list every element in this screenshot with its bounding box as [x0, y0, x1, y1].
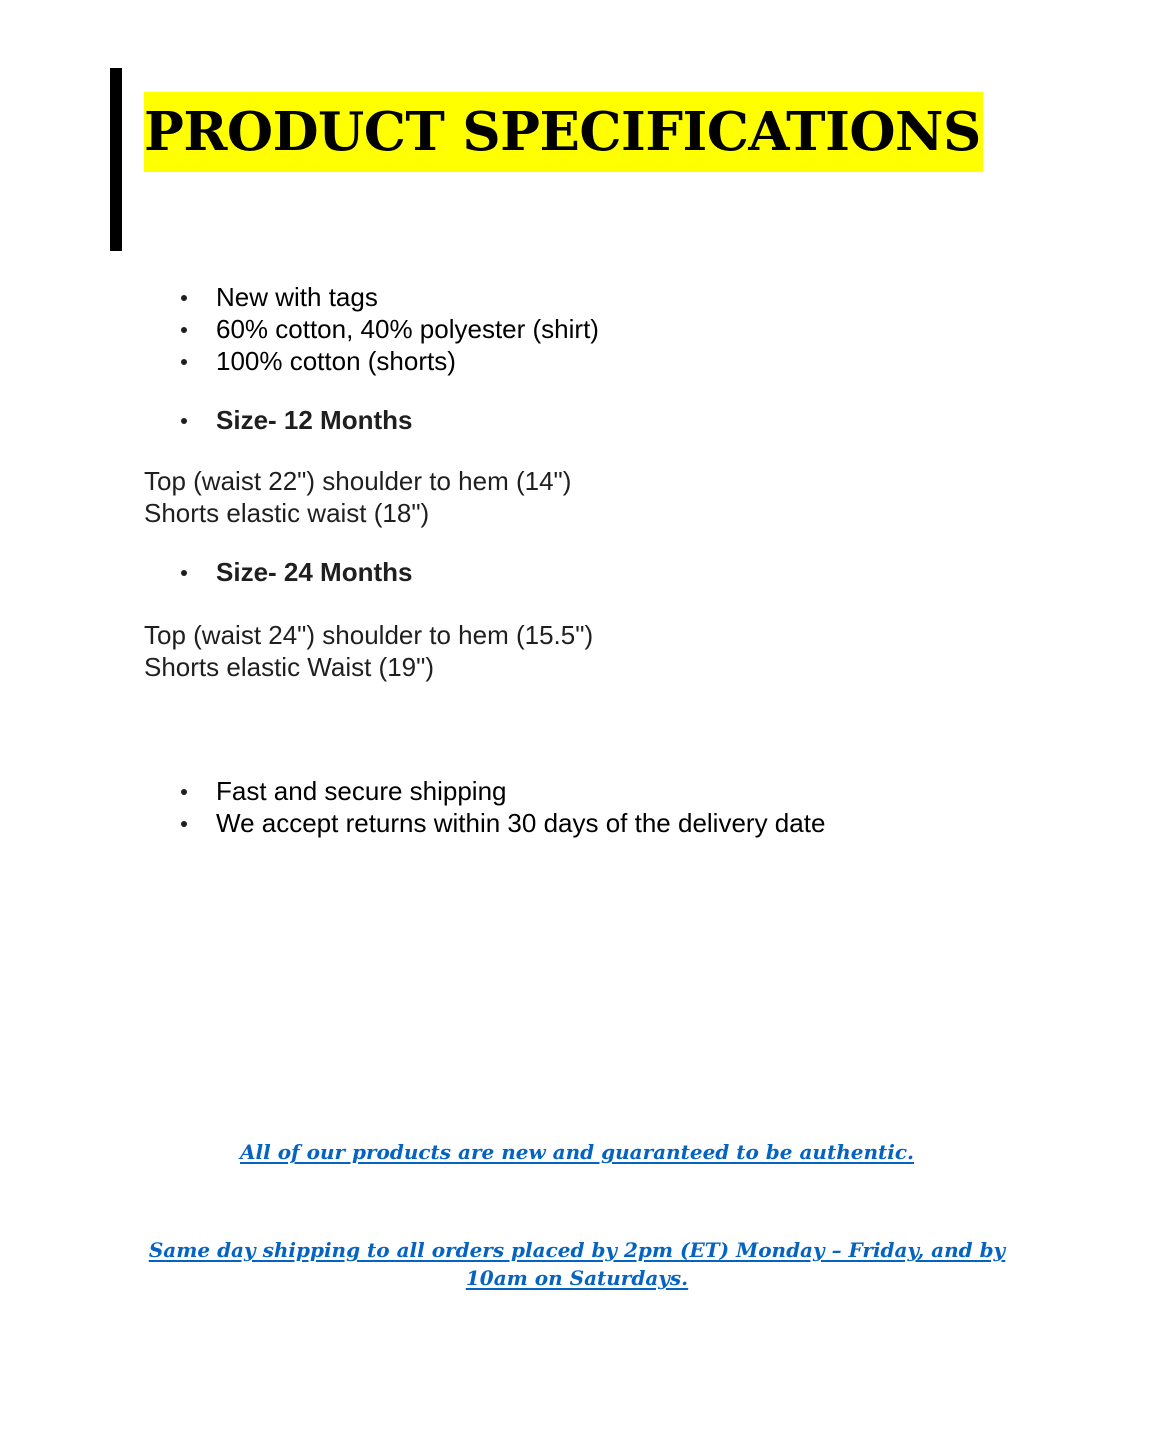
- authentic-note-link[interactable]: All of our products are new and guaranteed to be authentic.: [240, 1140, 914, 1164]
- size-detail-line: Shorts elastic Waist (19"): [144, 652, 435, 682]
- size-heading: Size- 24 Months: [0, 556, 412, 588]
- size-heading-12: [0, 404, 412, 436]
- list-item: New with tags: [0, 281, 599, 313]
- shipping-note-line1[interactable]: Same day shipping to all orders placed by 2pm (ET) Monday – Friday, and by: [148, 1238, 1006, 1262]
- size-detail-line: Top (waist 22") shoulder to hem (14"): [144, 466, 572, 496]
- shipping-note-line2[interactable]: 10am on Saturdays.: [465, 1266, 689, 1290]
- list-item: 100% cotton (shorts): [0, 345, 599, 377]
- page-title: PRODUCT SPECIFICATIONS: [144, 92, 983, 172]
- left-rule-bar: [110, 68, 122, 251]
- policy-list: [0, 775, 825, 839]
- size-detail-line: Shorts elastic waist (18"): [144, 498, 430, 528]
- size-12-details: [144, 465, 571, 529]
- feature-list: [0, 281, 599, 377]
- size-24-details: [144, 619, 593, 683]
- size-heading: Size- 12 Months: [0, 404, 412, 436]
- shipping-note: [0, 1236, 1154, 1292]
- list-item: We accept returns within 30 days of the delivery date: [0, 807, 825, 839]
- list-item: Fast and secure shipping: [0, 775, 825, 807]
- list-item: 60% cotton, 40% polyester (shirt): [0, 313, 599, 345]
- size-detail-line: Top (waist 24") shoulder to hem (15.5"): [144, 620, 594, 650]
- size-heading-24: [0, 556, 412, 588]
- authentic-note: [0, 1138, 1154, 1166]
